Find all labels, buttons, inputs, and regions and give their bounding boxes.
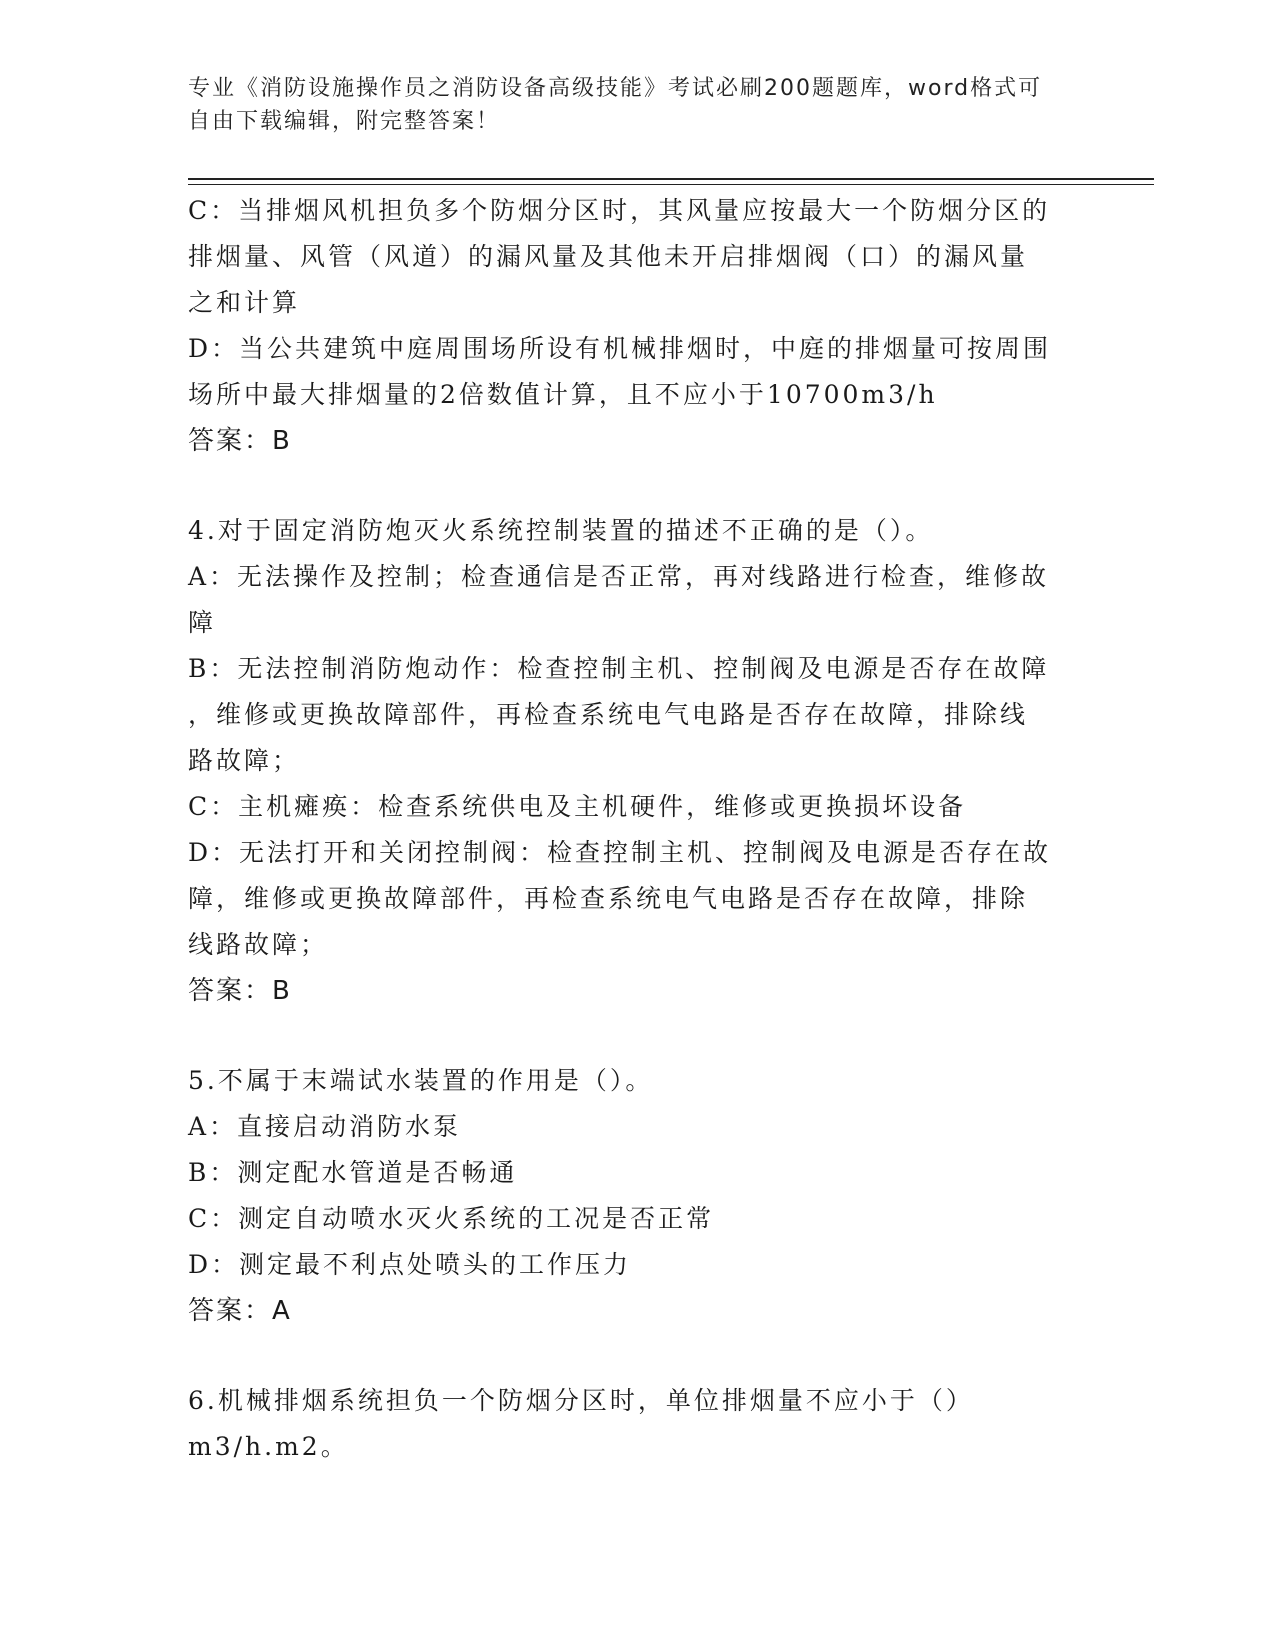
option-d-line: 障，维修或更换故障部件，再检查系统电气电路是否存在故障，排除 [188, 884, 1029, 913]
block-gap [188, 1014, 1088, 1058]
header-rule-thick [188, 178, 1154, 180]
header-line-2: 自由下载编辑，附完整答案！ [188, 109, 501, 134]
question-stem: 5.不属于末端试水装置的作用是（）。 [188, 1066, 654, 1095]
answer-label: 答案：B [188, 426, 292, 456]
header-line-1: 专业《消防设施操作员之消防设备高级技能》考试必刷200题题库，word格式可 [188, 76, 1043, 101]
option-c-line: 排烟量、风管（风道）的漏风量及其他未开启排烟阀（口）的漏风量 [188, 242, 1029, 271]
option-c-line: C：主机瘫痪：检查系统供电及主机硬件，维修或更换损坏设备 [188, 792, 967, 821]
option-b-line: ，维修或更换故障部件，再检查系统电气电路是否存在故障，排除线 [188, 700, 1029, 729]
question-stem: 6.机械排烟系统担负一个防烟分区时，单位排烟量不应小于（） [188, 1386, 974, 1415]
option-d-line: D：无法打开和关闭控制阀：检查控制主机、控制阀及电源是否存在故 [188, 838, 1052, 867]
option-d-line: D：测定最不利点处喷头的工作压力 [188, 1250, 632, 1279]
question-block-3 [188, 188, 1088, 464]
question-block-5 [188, 1058, 1088, 1334]
block-gap [188, 464, 1088, 508]
page-header [188, 72, 1088, 138]
question-block-6 [188, 1378, 1088, 1470]
question-stem: m3/h.m2。 [188, 1432, 349, 1461]
option-b-line: B：测定配水管道是否畅通 [188, 1158, 518, 1187]
block-gap [188, 1334, 1088, 1378]
option-d-line: D：当公共建筑中庭周围场所设有机械排烟时，中庭的排烟量可按周围 [188, 334, 1052, 363]
option-b-line: B：无法控制消防炮动作：检查控制主机、控制阀及电源是否存在故障 [188, 654, 1050, 683]
option-d-line: 场所中最大排烟量的2倍数值计算，且不应小于10700m3/h [188, 380, 938, 409]
option-c-line: C：测定自动喷水灭火系统的工况是否正常 [188, 1204, 715, 1233]
answer-label: 答案：B [188, 976, 292, 1006]
header-rule-thin [188, 184, 1154, 185]
option-a-line: A：无法操作及控制；检查通信是否正常，再对线路进行检查，维修故 [188, 562, 1050, 591]
option-a-line: 障 [188, 608, 217, 637]
question-content [188, 188, 1088, 1470]
option-b-line: 路故障； [188, 746, 301, 775]
option-c-line: C：当排烟风机担负多个防烟分区时，其风量应按最大一个防烟分区的 [188, 196, 1051, 225]
option-a-line: A：直接启动消防水泵 [188, 1112, 462, 1141]
question-block-4 [188, 508, 1088, 1014]
answer-label: 答案：A [188, 1296, 292, 1326]
option-c-line: 之和计算 [188, 288, 301, 317]
question-stem: 4.对于固定消防炮灭火系统控制装置的描述不正确的是（）。 [188, 516, 934, 545]
option-d-line: 线路故障； [188, 930, 329, 959]
